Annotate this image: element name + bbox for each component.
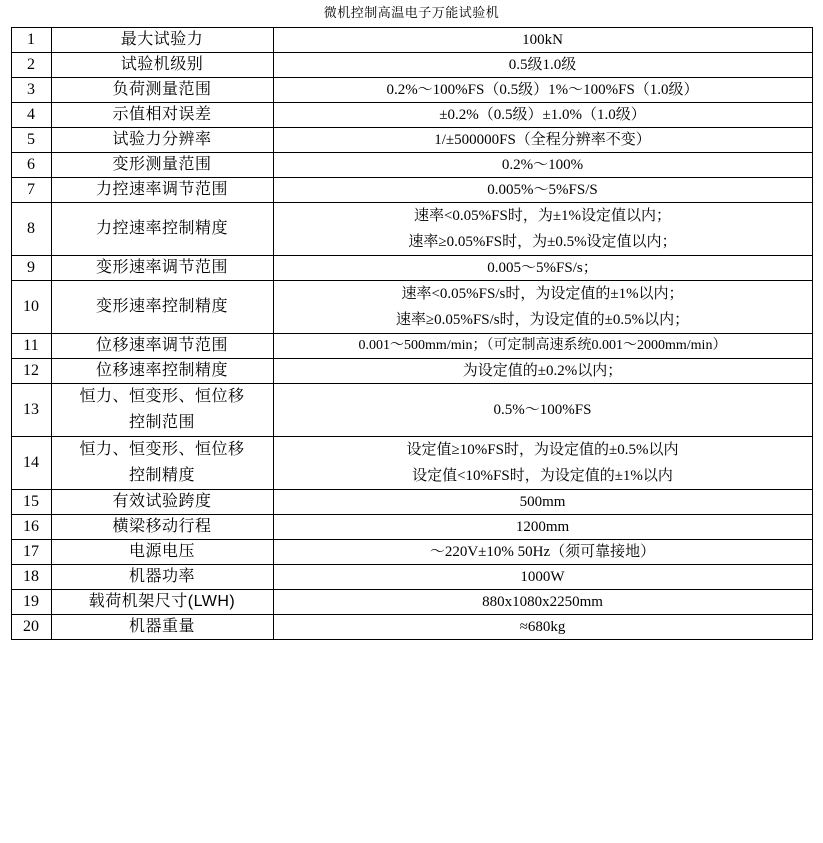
parameter-value-line: 0.005～5%FS/s； <box>487 260 598 276</box>
table-row <box>11 203 812 256</box>
row-parameter-value <box>273 437 812 490</box>
row-parameter-name <box>51 590 273 615</box>
table-row <box>11 281 812 334</box>
table-row <box>11 490 812 515</box>
row-parameter-name <box>51 78 273 103</box>
parameter-value-line: 500mm <box>519 494 566 510</box>
parameter-name-line: 控制范围 <box>128 414 195 431</box>
row-parameter-value <box>273 153 812 178</box>
parameter-value-line: 设定值≥10%FS时，为设定值的±0.5%以内 <box>406 442 679 458</box>
row-parameter-name <box>51 53 273 78</box>
table-row <box>11 540 812 565</box>
row-index: 10 <box>11 281 51 334</box>
parameter-name-line: 变形测量范围 <box>112 156 212 173</box>
parameter-value-line: 设定值<10%FS时，为设定值的±1%以内 <box>412 468 673 484</box>
parameter-name-line: 试验力分辨率 <box>112 131 212 148</box>
parameter-value-line: ±0.2%（0.5级）±1.0%（1.0级） <box>439 107 646 123</box>
parameter-name-line: 位移速率调节范围 <box>95 337 228 354</box>
parameter-name-line: 变形速率调节范围 <box>95 259 228 276</box>
parameter-name-line: 恒力、恒变形、恒位移 <box>79 388 245 405</box>
row-parameter-value <box>273 178 812 203</box>
row-parameter-name <box>51 203 273 256</box>
table-row <box>11 615 812 640</box>
table-row <box>11 178 812 203</box>
row-parameter-name <box>51 615 273 640</box>
parameter-name-line: 横梁移动行程 <box>112 518 212 535</box>
parameter-name-line: 控制精度 <box>128 467 195 484</box>
parameter-name-line: 最大试验力 <box>120 31 204 48</box>
row-index: 4 <box>11 103 51 128</box>
parameter-name-line: 机器重量 <box>128 618 195 635</box>
row-parameter-name <box>51 540 273 565</box>
parameter-value-line: 为设定值的±0.2%以内； <box>462 363 623 379</box>
row-parameter-value <box>273 334 812 359</box>
row-index: 15 <box>11 490 51 515</box>
row-parameter-value <box>273 515 812 540</box>
row-parameter-name <box>51 128 273 153</box>
table-row <box>11 565 812 590</box>
parameter-value-line: ≈680kg <box>519 619 566 635</box>
row-parameter-name <box>51 565 273 590</box>
row-index: 9 <box>11 256 51 281</box>
row-parameter-value <box>273 490 812 515</box>
row-parameter-value <box>273 103 812 128</box>
parameter-value-line: 速率≥0.05%FS/s时，为设定值的±0.5%以内； <box>395 312 690 328</box>
row-index: 2 <box>11 53 51 78</box>
row-index: 14 <box>11 437 51 490</box>
row-index: 11 <box>11 334 51 359</box>
parameter-value-line: 速率≥0.05%FS时，为±0.5%设定值以内； <box>408 234 677 250</box>
page-title: 微机控制高温电子万能试验机 <box>323 5 500 20</box>
row-index: 20 <box>11 615 51 640</box>
parameter-value-line: 0.5级1.0级 <box>508 57 577 73</box>
row-parameter-name <box>51 153 273 178</box>
parameter-value-line: 速率<0.05%FS时，为±1%设定值以内； <box>413 208 672 224</box>
parameter-name-line: 恒力、恒变形、恒位移 <box>79 441 245 458</box>
parameter-value-line: 0.2%～100%FS（0.5级）1%～100%FS（1.0级） <box>386 82 699 98</box>
table-row <box>11 359 812 384</box>
parameter-value-line: 0.001～500mm/min；（可定制高速系统0.001～2000mm/min） <box>358 338 727 353</box>
row-parameter-name <box>51 384 273 437</box>
parameter-name-line: 载荷机架尺寸(LWH) <box>88 593 236 610</box>
parameter-value-line: 0.5%～100%FS <box>493 402 592 418</box>
parameter-value-line: 速率<0.05%FS/s时，为设定值的±1%以内； <box>401 286 684 302</box>
table-row <box>11 334 812 359</box>
parameter-value-line: 880x1080x2250mm <box>482 594 603 610</box>
table-row <box>11 128 812 153</box>
row-parameter-value <box>273 53 812 78</box>
row-parameter-value <box>273 615 812 640</box>
parameter-value-line: 0.2%～100% <box>501 157 584 173</box>
row-index: 1 <box>11 28 51 53</box>
row-index: 7 <box>11 178 51 203</box>
row-parameter-name <box>51 281 273 334</box>
row-parameter-name <box>51 437 273 490</box>
row-parameter-value <box>273 565 812 590</box>
row-index: 19 <box>11 590 51 615</box>
table-row <box>11 256 812 281</box>
parameter-value-line: 100kN <box>522 32 563 48</box>
row-parameter-value <box>273 203 812 256</box>
parameter-name-line: 试验机级别 <box>120 56 204 73</box>
row-parameter-value <box>273 590 812 615</box>
table-row <box>11 590 812 615</box>
parameter-value-line: 1/±500000FS（全程分辨率不变） <box>434 132 651 148</box>
table-row <box>11 28 812 53</box>
row-index: 16 <box>11 515 51 540</box>
parameter-name-line: 位移速率控制精度 <box>95 362 228 379</box>
parameter-name-line: 有效试验跨度 <box>112 493 212 510</box>
row-parameter-value <box>273 128 812 153</box>
row-index: 17 <box>11 540 51 565</box>
parameter-name-line: 力控速率控制精度 <box>95 220 228 237</box>
parameter-name-line: 示值相对误差 <box>112 106 212 123</box>
row-parameter-value <box>273 78 812 103</box>
row-parameter-name <box>51 178 273 203</box>
row-index: 3 <box>11 78 51 103</box>
table-row <box>11 437 812 490</box>
parameter-name-line: 变形速率控制精度 <box>95 298 228 315</box>
parameter-value-line: ～220V±10% 50Hz（须可靠接地） <box>429 544 656 560</box>
row-parameter-name <box>51 256 273 281</box>
row-index: 12 <box>11 359 51 384</box>
table-row <box>11 103 812 128</box>
table-row <box>11 53 812 78</box>
parameter-value-line: 1200mm <box>515 519 570 535</box>
row-parameter-name <box>51 515 273 540</box>
table-row <box>11 153 812 178</box>
row-index: 13 <box>11 384 51 437</box>
row-parameter-name <box>51 359 273 384</box>
row-parameter-value <box>273 540 812 565</box>
parameter-name-line: 机器功率 <box>128 568 195 585</box>
row-parameter-name <box>51 334 273 359</box>
parameter-name-line: 力控速率调节范围 <box>95 181 228 198</box>
row-parameter-value <box>273 384 812 437</box>
row-parameter-name <box>51 490 273 515</box>
parameter-name-line: 负荷测量范围 <box>112 81 212 98</box>
row-parameter-value <box>273 256 812 281</box>
row-index: 6 <box>11 153 51 178</box>
row-index: 5 <box>11 128 51 153</box>
row-parameter-name <box>51 103 273 128</box>
row-parameter-value <box>273 359 812 384</box>
row-index: 18 <box>11 565 51 590</box>
table-row <box>11 78 812 103</box>
table-row <box>11 515 812 540</box>
row-index: 8 <box>11 203 51 256</box>
table-body <box>11 28 812 640</box>
parameter-value-line: 0.005%～5%FS/S <box>487 182 598 198</box>
parameter-value-line: 1000W <box>520 569 565 585</box>
row-parameter-name <box>51 28 273 53</box>
specification-table <box>11 27 813 640</box>
table-row <box>11 384 812 437</box>
row-parameter-value <box>273 28 812 53</box>
parameter-name-line: 电源电压 <box>128 543 195 560</box>
row-parameter-value <box>273 281 812 334</box>
